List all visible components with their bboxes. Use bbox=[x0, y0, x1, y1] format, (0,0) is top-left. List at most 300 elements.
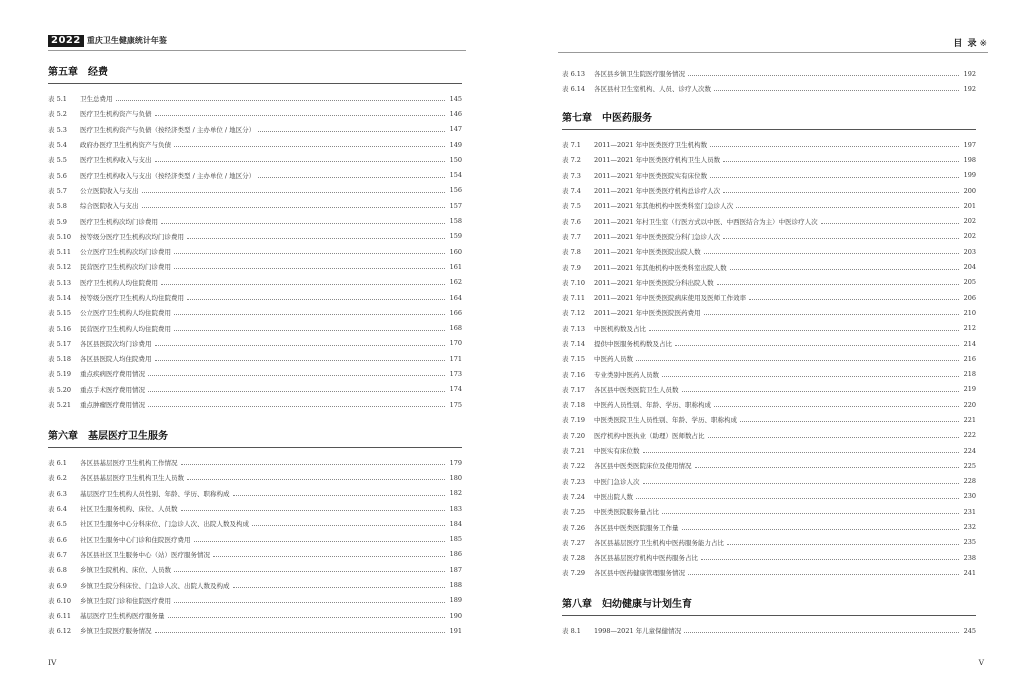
toc-entry[interactable] bbox=[48, 547, 462, 562]
table-number: 表 5.15 bbox=[48, 309, 72, 318]
table-title: 各区县中医药健康管理服务情况 bbox=[594, 569, 685, 578]
toc-entry[interactable] bbox=[48, 305, 462, 320]
table-title: 综合医院收入与支出 bbox=[80, 202, 139, 211]
dot-leader bbox=[727, 544, 959, 545]
chapter-number: 第七章 bbox=[562, 113, 592, 124]
table-title: 2011—2021 年中医类医院出院人数 bbox=[594, 248, 701, 257]
page-ref: 157 bbox=[449, 201, 462, 210]
dot-leader bbox=[723, 161, 959, 162]
table-number: 表 6.9 bbox=[48, 581, 67, 590]
table-number: 表 7.15 bbox=[562, 355, 586, 364]
toc-entry[interactable] bbox=[562, 489, 976, 504]
toc-entry[interactable] bbox=[48, 501, 462, 516]
table-title: 2011—2021 年中医类医院病床使用及医师工作效率 bbox=[594, 294, 747, 303]
page-ref: 199 bbox=[963, 171, 976, 180]
table-title: 医疗卫生机构收入与支出 bbox=[80, 156, 152, 165]
dot-leader bbox=[174, 253, 445, 254]
toc-entry[interactable] bbox=[562, 474, 976, 489]
table-title: 各区县医院人均住院费用 bbox=[80, 355, 152, 364]
table-number: 表 6.3 bbox=[48, 489, 67, 498]
dot-leader bbox=[643, 452, 960, 453]
dot-leader bbox=[688, 574, 959, 575]
dot-leader bbox=[161, 223, 445, 224]
table-number: 表 7.16 bbox=[562, 370, 586, 379]
page-ref: 180 bbox=[449, 473, 462, 482]
table-title: 各区县社区卫生服务中心（站）医疗服务情况 bbox=[80, 550, 210, 559]
dot-leader bbox=[736, 207, 959, 208]
table-number: 表 7.18 bbox=[562, 401, 586, 410]
page-ref: 221 bbox=[963, 415, 976, 424]
page-ref: 175 bbox=[449, 400, 462, 409]
table-number: 表 7.24 bbox=[562, 492, 586, 501]
dot-leader bbox=[155, 632, 446, 633]
table-number: 表 6.4 bbox=[48, 505, 67, 514]
dot-leader bbox=[148, 375, 445, 376]
table-title: 医疗卫生机构资产与负债（按经济类型 / 主办单位 / 地区分） bbox=[80, 125, 256, 134]
toc-entry[interactable] bbox=[562, 412, 976, 427]
table-number: 表 7.20 bbox=[562, 431, 586, 440]
header-rule bbox=[558, 52, 988, 53]
table-number: 表 7.17 bbox=[562, 385, 586, 394]
page-ref: 188 bbox=[449, 581, 462, 590]
toc-entry[interactable] bbox=[562, 458, 976, 473]
page-ref: 171 bbox=[449, 354, 462, 363]
page-ref: 150 bbox=[449, 155, 462, 164]
toc-entry[interactable] bbox=[562, 81, 976, 96]
toc-entry[interactable] bbox=[562, 443, 976, 458]
chapter-rule bbox=[562, 615, 976, 616]
dot-leader bbox=[675, 345, 959, 346]
toc-entry[interactable] bbox=[562, 183, 976, 198]
toc-entry[interactable] bbox=[48, 608, 462, 623]
table-number: 表 7.14 bbox=[562, 340, 586, 348]
yearbook-logo bbox=[48, 35, 167, 47]
table-title: 基层医疗卫生机构人员性别、年龄、学历、职称构成 bbox=[80, 489, 230, 498]
table-title: 基层医疗卫生机构医疗服务量 bbox=[80, 612, 165, 621]
dot-leader bbox=[710, 177, 959, 178]
table-number: 表 5.4 bbox=[48, 141, 67, 150]
table-number: 表 7.1 bbox=[562, 141, 581, 150]
table-number: 表 7.21 bbox=[562, 447, 586, 456]
page-ref: 164 bbox=[449, 293, 462, 302]
toc-entry[interactable] bbox=[562, 275, 976, 290]
page-ref: 214 bbox=[963, 339, 976, 348]
table-number: 表 5.19 bbox=[48, 370, 72, 379]
table-title: 中医类医院卫生人员性别、年龄、学历、职称构成 bbox=[594, 416, 737, 425]
toc-entry[interactable] bbox=[48, 137, 462, 152]
toc-list bbox=[48, 455, 462, 639]
dot-leader bbox=[749, 299, 959, 300]
toc-entry[interactable] bbox=[48, 577, 462, 592]
table-number: 表 5.1 bbox=[48, 95, 67, 104]
chapter-heading bbox=[562, 598, 976, 612]
table-title: 2011—2021 年中医类医院实有床位数 bbox=[594, 171, 708, 180]
table-number: 表 7.19 bbox=[562, 416, 586, 425]
page-ref: 146 bbox=[449, 109, 462, 118]
dot-leader bbox=[187, 299, 445, 300]
page-ref: 184 bbox=[449, 519, 462, 528]
chapter-heading bbox=[48, 430, 462, 444]
table-title: 专业类别中医药人员数 bbox=[594, 370, 659, 379]
toc-entry[interactable] bbox=[48, 290, 462, 305]
toc-entry[interactable] bbox=[562, 198, 976, 213]
dot-leader bbox=[704, 253, 959, 254]
toc-entry[interactable] bbox=[48, 259, 462, 274]
dot-leader bbox=[649, 330, 959, 331]
dot-leader bbox=[701, 559, 959, 560]
toc-entry[interactable] bbox=[562, 168, 976, 183]
dot-leader bbox=[684, 632, 959, 633]
dot-leader bbox=[168, 617, 446, 618]
page-ref: 222 bbox=[963, 431, 976, 440]
toc-entry[interactable] bbox=[562, 244, 976, 259]
table-number: 表 6.5 bbox=[48, 520, 67, 529]
dot-leader bbox=[695, 467, 960, 468]
table-title: 医疗机构中医执业（助理）医师数占比 bbox=[594, 431, 705, 440]
dot-leader bbox=[213, 556, 445, 557]
table-title: 重点疾病医疗费用情况 bbox=[80, 370, 145, 379]
table-number: 表 5.20 bbox=[48, 385, 72, 394]
toc-list bbox=[562, 66, 976, 97]
chapter-6-continued bbox=[562, 66, 976, 97]
toc-entry[interactable] bbox=[562, 351, 976, 366]
table-title: 社区卫生服务中心分科床位、门急诊人次、出院人数及构成 bbox=[80, 520, 249, 529]
page-ref: 212 bbox=[963, 324, 976, 333]
page-ref: 170 bbox=[449, 339, 462, 348]
table-number: 表 6.10 bbox=[48, 596, 72, 605]
toc-entry[interactable] bbox=[48, 486, 462, 501]
table-number: 表 7.22 bbox=[562, 462, 586, 471]
table-number: 表 5.21 bbox=[48, 401, 72, 410]
toc-entry[interactable] bbox=[562, 321, 976, 336]
dot-leader bbox=[116, 100, 446, 101]
toc-entry[interactable] bbox=[562, 550, 976, 565]
toc-entry[interactable] bbox=[48, 122, 462, 137]
toc-entry[interactable] bbox=[562, 137, 976, 152]
table-title: 2011—2021 年中医类医疗机构总诊疗人次 bbox=[594, 187, 721, 196]
chapter-heading bbox=[562, 112, 976, 126]
table-title: 2011—2021 年村卫生室（行医方式以中医、中西医结合为主）中医诊疗人次 bbox=[594, 217, 818, 226]
table-title: 重点手术医疗费用情况 bbox=[80, 385, 145, 394]
dot-leader bbox=[252, 525, 445, 526]
table-number: 表 5.6 bbox=[48, 171, 67, 180]
toc-entry[interactable] bbox=[48, 91, 462, 106]
page-ref: 210 bbox=[963, 308, 976, 317]
toc-entry[interactable] bbox=[48, 397, 462, 412]
toc-entry[interactable] bbox=[562, 504, 976, 519]
dot-leader bbox=[704, 314, 959, 315]
page-ref: 162 bbox=[449, 278, 462, 287]
dot-leader bbox=[155, 115, 446, 116]
table-title: 乡镇卫生院医疗服务情况 bbox=[80, 627, 152, 636]
toc-entry[interactable] bbox=[562, 336, 976, 351]
table-number: 表 5.14 bbox=[48, 294, 72, 302]
toc-entry[interactable] bbox=[48, 167, 462, 182]
page-number: IV bbox=[48, 658, 57, 667]
table-number: 表 5.8 bbox=[48, 202, 67, 211]
toc-list bbox=[48, 91, 462, 412]
table-title: 1998—2021 年儿童保健情况 bbox=[594, 627, 682, 636]
toc-entry[interactable] bbox=[562, 397, 976, 412]
chapter-5 bbox=[48, 66, 462, 412]
toc-entry[interactable] bbox=[48, 152, 462, 167]
dot-leader bbox=[174, 571, 445, 572]
dot-leader bbox=[643, 483, 960, 484]
page-ref: 220 bbox=[963, 400, 976, 409]
dot-leader bbox=[730, 269, 959, 270]
toc-entry[interactable] bbox=[48, 455, 462, 470]
table-number: 表 5.13 bbox=[48, 278, 72, 287]
toc-entry[interactable] bbox=[48, 106, 462, 121]
table-title: 医疗卫生机构人均住院费用 bbox=[80, 278, 158, 287]
table-title: 乡镇卫生院门诊和住院医疗费用 bbox=[80, 596, 171, 605]
toc-entry[interactable] bbox=[48, 366, 462, 381]
table-number: 表 6.13 bbox=[562, 70, 586, 79]
page-ref: 187 bbox=[449, 565, 462, 574]
table-title: 医疗卫生机构资产与负债 bbox=[80, 110, 152, 119]
dot-leader bbox=[187, 479, 445, 480]
chapter-title: 中医药服务 bbox=[602, 113, 652, 124]
table-number: 表 5.11 bbox=[48, 248, 72, 257]
page-ref: 224 bbox=[963, 446, 976, 455]
toc-entry[interactable] bbox=[48, 382, 462, 397]
table-title: 中医出院人数 bbox=[594, 492, 633, 501]
table-title: 政府办医疗卫生机构资产与负债 bbox=[80, 141, 171, 150]
table-title: 中医药人员数 bbox=[594, 355, 633, 364]
page-ref: 245 bbox=[963, 626, 976, 635]
toc-entry[interactable] bbox=[48, 213, 462, 228]
header-title-text: 目 录 bbox=[953, 39, 978, 49]
page-ref: 238 bbox=[963, 553, 976, 562]
toc-entry[interactable] bbox=[562, 229, 976, 244]
toc-entry[interactable] bbox=[562, 66, 976, 81]
table-title: 公立医疗卫生机构人均住院费用 bbox=[80, 309, 171, 318]
page-ref: 201 bbox=[963, 201, 976, 210]
toc-entry[interactable] bbox=[562, 382, 976, 397]
toc-entry[interactable] bbox=[48, 531, 462, 546]
dot-leader bbox=[155, 345, 446, 346]
table-number: 表 5.9 bbox=[48, 217, 67, 226]
chapter-6 bbox=[48, 430, 462, 639]
page-ref: 168 bbox=[449, 324, 462, 333]
table-title: 2011—2021 年其他机构中医类科室门急诊人次 bbox=[594, 202, 734, 211]
table-title: 按等级分医疗卫生机构次均门诊费用 bbox=[80, 232, 184, 241]
toc-list bbox=[562, 623, 976, 638]
page-ref: 235 bbox=[963, 538, 976, 547]
table-number: 表 7.10 bbox=[562, 278, 586, 287]
page-ref: 225 bbox=[963, 461, 976, 470]
table-title: 按等级分医疗卫生机构人均住院费用 bbox=[80, 294, 184, 302]
table-number: 表 6.6 bbox=[48, 535, 67, 544]
table-title: 社区卫生服务中心门诊和住院医疗费用 bbox=[80, 535, 191, 544]
table-title: 各区县中医类医院服务工作量 bbox=[594, 523, 679, 532]
dot-leader bbox=[142, 192, 446, 193]
table-number: 表 7.26 bbox=[562, 523, 586, 532]
chapter-rule bbox=[48, 83, 462, 84]
toc-entry[interactable] bbox=[562, 152, 976, 167]
page-ref: 192 bbox=[963, 84, 976, 93]
page-ref: 159 bbox=[449, 232, 462, 241]
dot-leader bbox=[714, 406, 959, 407]
table-title: 中医类医院服务量占比 bbox=[594, 508, 659, 517]
page-ref: 232 bbox=[963, 523, 976, 532]
table-title: 医疗卫生机构次均门诊费用 bbox=[80, 217, 158, 226]
dot-leader bbox=[682, 529, 960, 530]
toc-entry[interactable] bbox=[562, 428, 976, 443]
table-title: 中医机构数及占比 bbox=[594, 324, 646, 333]
page-ref: 160 bbox=[449, 247, 462, 256]
page-ref: 174 bbox=[449, 385, 462, 394]
dot-leader bbox=[723, 238, 959, 239]
table-title: 2011—2021 年中医类医疗机构卫生人员数 bbox=[594, 156, 721, 165]
table-title: 2011—2021 年其他机构中医类科室出院人数 bbox=[594, 263, 727, 272]
table-number: 表 7.8 bbox=[562, 248, 581, 257]
table-number: 表 5.17 bbox=[48, 339, 72, 348]
chapter-rule bbox=[562, 129, 976, 130]
dot-leader bbox=[723, 192, 959, 193]
toc-entry[interactable] bbox=[48, 320, 462, 335]
table-number: 表 7.7 bbox=[562, 232, 581, 241]
dot-leader bbox=[148, 391, 445, 392]
table-title: 乡镇卫生院机构、床位、人员数 bbox=[80, 566, 171, 575]
table-number: 表 5.5 bbox=[48, 156, 67, 165]
table-title: 2011—2021 年中医类医院分科出院人数 bbox=[594, 278, 714, 287]
table-title: 各区县基层医疗卫生机构卫生人员数 bbox=[80, 474, 184, 483]
dot-leader bbox=[636, 360, 959, 361]
toc-list bbox=[562, 137, 976, 581]
table-number: 表 6.7 bbox=[48, 550, 67, 559]
toc-entry[interactable] bbox=[48, 562, 462, 577]
table-number: 表 7.27 bbox=[562, 538, 586, 547]
page-ref: 202 bbox=[963, 232, 976, 241]
toc-entry[interactable] bbox=[562, 535, 976, 550]
table-number: 表 5.18 bbox=[48, 355, 72, 364]
toc-entry[interactable] bbox=[48, 516, 462, 531]
toc-entry[interactable] bbox=[562, 259, 976, 274]
page-ref: 228 bbox=[963, 477, 976, 486]
page-ref: 186 bbox=[449, 550, 462, 559]
page-ref: 218 bbox=[963, 370, 976, 379]
page-ref: 230 bbox=[963, 492, 976, 501]
dot-leader bbox=[142, 207, 446, 208]
table-number: 表 7.28 bbox=[562, 554, 586, 563]
dot-leader bbox=[688, 75, 959, 76]
chapter-title: 基层医疗卫生服务 bbox=[88, 431, 168, 442]
table-title: 民营医疗卫生机构人均住院费用 bbox=[80, 324, 171, 333]
table-title: 各区县乡镇卫生院医疗服务情况 bbox=[594, 70, 685, 79]
toc-entry[interactable] bbox=[48, 593, 462, 608]
toc-entry[interactable] bbox=[562, 623, 976, 638]
toc-entry[interactable] bbox=[48, 351, 462, 366]
page-ref: 183 bbox=[449, 504, 462, 513]
table-title: 各区县基层医疗卫生机构工作情况 bbox=[80, 459, 178, 468]
toc-entry[interactable] bbox=[562, 305, 976, 320]
table-number: 表 7.11 bbox=[562, 294, 586, 303]
toc-entry[interactable] bbox=[48, 229, 462, 244]
page-ref: 203 bbox=[963, 247, 976, 256]
page-ref: 206 bbox=[963, 293, 976, 302]
right-page bbox=[512, 0, 1024, 695]
table-number: 表 7.25 bbox=[562, 508, 586, 517]
dot-leader bbox=[174, 314, 445, 315]
table-title: 民营医疗卫生机构次均门诊费用 bbox=[80, 263, 171, 272]
table-title: 2011—2021 年中医类医院医药费用 bbox=[594, 309, 701, 318]
dot-leader bbox=[714, 90, 959, 91]
toc-entry[interactable] bbox=[48, 244, 462, 259]
table-title: 公立医疗卫生机构次均门诊费用 bbox=[80, 248, 171, 257]
chapter-heading bbox=[48, 66, 462, 80]
toc-entry[interactable] bbox=[48, 198, 462, 213]
page-ref: 179 bbox=[449, 458, 462, 467]
dot-leader bbox=[181, 510, 446, 511]
dot-leader bbox=[717, 284, 959, 285]
toc-entry[interactable] bbox=[48, 470, 462, 485]
toc-entry[interactable] bbox=[562, 565, 976, 580]
table-number: 表 7.9 bbox=[562, 263, 581, 272]
dot-leader bbox=[258, 177, 445, 178]
chapter-8 bbox=[562, 598, 976, 638]
table-number: 表 6.2 bbox=[48, 474, 67, 483]
table-number: 表 7.3 bbox=[562, 171, 581, 180]
table-number: 表 8.1 bbox=[562, 627, 581, 636]
table-number: 表 7.23 bbox=[562, 477, 586, 486]
logo-name: 重庆卫生健康统计年鉴 bbox=[86, 36, 167, 45]
toc-entry[interactable] bbox=[562, 366, 976, 381]
toc-entry[interactable] bbox=[48, 623, 462, 638]
dot-leader bbox=[155, 161, 446, 162]
dot-leader bbox=[662, 513, 959, 514]
toc-entry[interactable] bbox=[48, 336, 462, 351]
page-ref: 182 bbox=[449, 489, 462, 498]
dot-leader bbox=[181, 464, 446, 465]
table-title: 中医实有床位数 bbox=[594, 447, 640, 456]
dot-leader bbox=[174, 602, 445, 603]
table-number: 表 7.5 bbox=[562, 202, 581, 211]
dot-leader bbox=[174, 146, 445, 147]
page-ref: 200 bbox=[963, 186, 976, 195]
table-title: 2011—2021 年中医类医院分科门急诊人次 bbox=[594, 232, 721, 241]
toc-entry[interactable] bbox=[48, 275, 462, 290]
page-ref: 185 bbox=[449, 535, 462, 544]
dot-leader bbox=[710, 146, 959, 147]
table-title: 公立医院收入与支出 bbox=[80, 186, 139, 195]
chapter-number: 第五章 bbox=[48, 67, 78, 78]
page-ref: 241 bbox=[963, 568, 976, 577]
table-title: 医疗卫生机构收入与支出（按经济类型 / 主办单位 / 地区分） bbox=[80, 171, 256, 180]
dot-leader bbox=[682, 391, 960, 392]
dot-leader bbox=[662, 376, 959, 377]
table-number: 表 7.4 bbox=[562, 187, 581, 196]
toc-entry[interactable] bbox=[562, 213, 976, 228]
toc-entry[interactable] bbox=[562, 519, 976, 534]
dot-leader bbox=[740, 421, 959, 422]
dot-leader bbox=[636, 498, 959, 499]
dot-leader bbox=[233, 495, 446, 496]
table-number: 表 7.13 bbox=[562, 324, 586, 333]
table-title: 各区县医院次均门诊费用 bbox=[80, 339, 152, 348]
page-ref: 204 bbox=[963, 263, 976, 272]
table-number: 表 7.12 bbox=[562, 309, 586, 318]
table-title: 卫生总费用 bbox=[80, 95, 113, 104]
page-ref: 189 bbox=[449, 596, 462, 605]
chapter-rule bbox=[48, 447, 462, 448]
chapter-title: 经费 bbox=[88, 67, 108, 78]
toc-entry[interactable] bbox=[562, 290, 976, 305]
table-title: 各区县村卫生室机构、人员、诊疗人次数 bbox=[594, 85, 711, 94]
table-number: 表 5.10 bbox=[48, 232, 72, 241]
toc-entry[interactable] bbox=[48, 183, 462, 198]
table-title: 中医药人员性别、年龄、学历、职称构成 bbox=[594, 401, 711, 410]
